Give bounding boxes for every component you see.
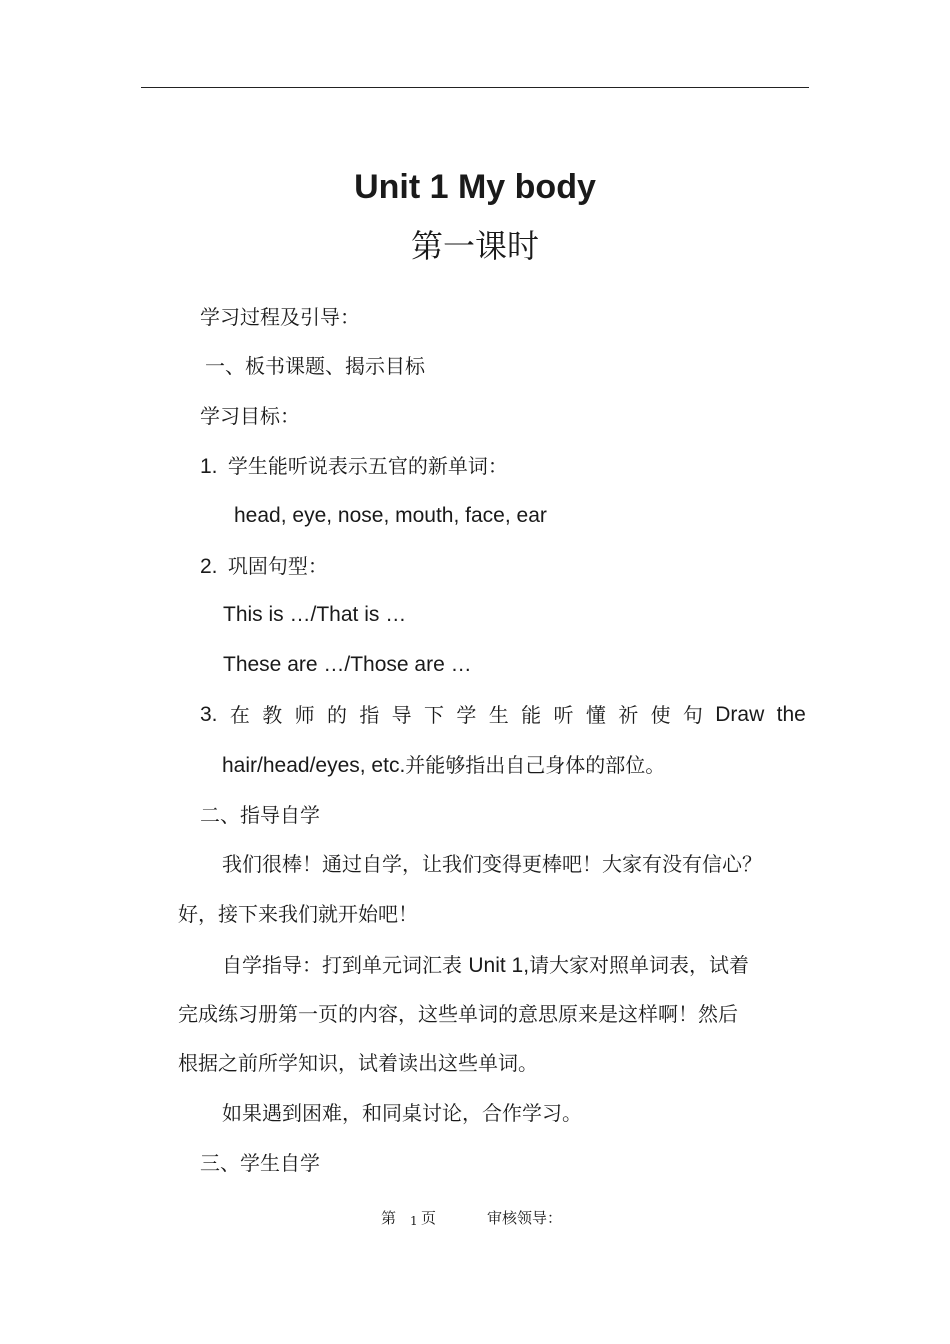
goal-3-part: 生	[488, 703, 509, 727]
para-2-line-2: 完成练习册第一页的内容，这些单词的意思原来是这样啊！然后	[178, 1002, 738, 1026]
para-2-line-3: 根据之前所学知识，试着读出这些单词。	[178, 1051, 538, 1075]
para-2-unit: Unit 1,	[468, 954, 530, 977]
goal-3-part: 学	[456, 703, 477, 727]
section3-heading: 三、学生自学	[200, 1151, 320, 1175]
goal-3-part: 下	[424, 703, 445, 727]
process-heading: 学习过程及引导：	[200, 305, 360, 329]
goal-1-words: head, eye, nose, mouth, face, ear	[234, 504, 547, 527]
goal-2-text: 巩固句型：	[227, 554, 328, 578]
goal-3-line-1	[200, 700, 806, 730]
goal-1	[200, 451, 508, 482]
header-rule	[141, 87, 809, 88]
goal-3-part: 导	[391, 703, 412, 727]
goal-3-part: 在	[229, 703, 250, 727]
goal-1-number: 1.	[200, 455, 218, 478]
goal-3-part: 祈	[618, 703, 639, 727]
para-2-text-a: 自学指导：打到单元词汇表	[222, 953, 469, 977]
goal-3-part: Draw	[715, 703, 765, 726]
goal-3-part: 听	[553, 703, 574, 727]
lesson-subtitle: 第一课时	[410, 227, 539, 265]
page-prefix: 第	[381, 1209, 397, 1227]
goal-3-part: 懂	[585, 703, 606, 727]
goal-3-part: the	[776, 703, 806, 726]
goal-3-part: 师	[294, 703, 315, 727]
reviewer-label: 审核领导：	[487, 1209, 563, 1227]
goal-3-line-2	[222, 750, 665, 781]
goal-2-pattern-1: This is …/That is …	[223, 603, 407, 626]
goal-3-chinese: 并能够指出自己身体的部位。	[405, 753, 666, 777]
section2-heading: 二、指导自学	[200, 803, 320, 827]
para-3: 如果遇到困难，和同桌讨论，合作学习。	[222, 1101, 582, 1125]
goal-3-part: 的	[326, 703, 347, 727]
goals-heading: 学习目标：	[200, 404, 300, 428]
goal-2-number: 2.	[200, 555, 218, 578]
goal-3-part: 指	[359, 703, 380, 727]
goal-3-part: 3.	[200, 703, 218, 726]
page-suffix: 页	[421, 1209, 437, 1227]
goal-2-pattern-2: These are …/Those are …	[223, 653, 472, 676]
para-1-line-1: 我们很棒！通过自学，让我们变得更棒吧！大家有没有信心？	[222, 852, 762, 876]
goal-3-latin: hair/head/eyes, etc.	[222, 754, 406, 777]
para-1-line-2: 好，接下来我们就开始吧！	[178, 902, 418, 926]
para-2-line-1	[222, 950, 749, 981]
document-title: Unit 1 My body	[354, 168, 596, 206]
goal-3-part: 能	[521, 703, 542, 727]
page-number: 1	[410, 1214, 418, 1228]
section1-heading: 一、板书课题、揭示目标	[205, 354, 425, 378]
goal-3-part: 句	[682, 703, 703, 727]
goal-1-text: 学生能听说表示五官的新单词：	[227, 454, 508, 478]
goal-3-part: 使	[650, 703, 671, 727]
goal-3-part: 教	[262, 703, 283, 727]
goal-2	[200, 551, 328, 582]
para-2-text-c: 请大家对照单词表，试着	[529, 953, 750, 977]
